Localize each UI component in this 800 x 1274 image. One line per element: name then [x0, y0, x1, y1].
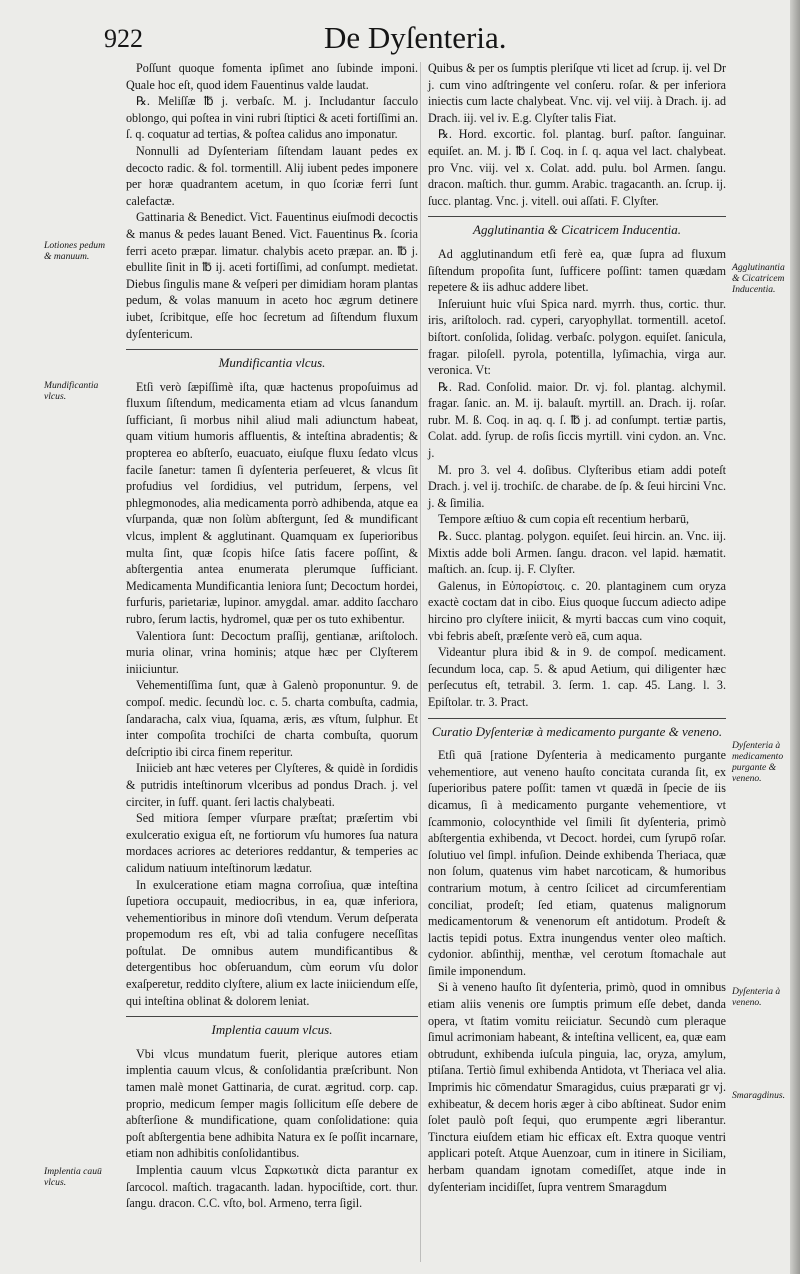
margin-note-lotiones: Lotiones pedum & manuum.: [44, 240, 106, 262]
paragraph: Videantur plura ibid & in 9. de compoſ. medicament. ſecundum loca, cap. 5. & apud Aetium, qui diligenter hæc perſecutus eſt, tetrabil. 3. ſerm. 1. cap. 45. Lang. l. 3. Epiſtolar. tr. 3. Pract.: [428, 645, 726, 709]
page-number: 922: [104, 24, 143, 53]
paragraph: Etſi verò ſæpiſſimè iſta, quæ hactenus propoſuimus ad fluxum ſiſtendum, medicamenta etiam ad vlcus ſanandum ſufficiant, ſi morbus nihil aliud mali adiunctum habeat, quam vitium humoris affluentis, & inteſtina abradentis; & propterea eo abſterſo, euacuato, eiuſque fluxu ſedato vlcus facile ſanetur: tamen ſi dyſenteria perſeueret, & vlcus ſit profudius vel ſordidius, vel putridum, ſerpens, vel phlegmonodes, alia medicamenta porrò adhibenda, atque ea vſurpanda, quæ non ſolùm abſtergunt, ſed & mundificant vlcus, implent & agglutinant. Quamquam ex ſuperioribus multa ſint, quæ ſcopis hiſce ſatis facere poſſint, & abſtergentia antea enumerata plerumque ſufficiant. Medicamenta Mundificantia leniora ſunt; Decoctum hordei, furfuris, parietariæ, lupinor. amygdal. amar. addito ſaccharo rubro, ſerum lactis, hydromel, quæ per os tuto exhibentur.: [126, 379, 418, 626]
paragraph: Vehementiſſima ſunt, quæ à Galenò proponuntur. 9. de compoſ. medic. ſecundù loc. c. 5. charta combuſta, cadmia, ſandaracha, calx viua, ſquama, æris, æs vſtum, ſulphur. Et inter compoſita trochiſci de charta combuſta, quorum deſcriptio ibi circa finem reperitur.: [126, 678, 418, 759]
paragraph: Nonnulli ad Dyſenteriam ſiſtendam lauant pedes ex decocto radic. & fol. tormentill. Alij iubent pedes imponere per horæ quadrantem acetum, in quo ſcoriæ ferri ſunt calefactæ.: [126, 143, 418, 208]
paragraph: ℞. Hord. excortic. fol. plantag. burſ. paſtor. ſanguinar. equiſet. an. M. j. ℔ ſ. Coq. in ſ. q. aqua vel lact. chalybeat. pro Vnc. viij. vel x. Colat. add. pulu. bol Armen. ſangu. dracon. maſtich. thur. gumm. Arabic. tragacanth. an. ſcrup. ij. ſucc. plantag. Vnc. j. vitell. oui aſſati. F. Clyſter.: [428, 127, 726, 208]
paragraph: Galenus, in Εὐπορίστοις. c. 20. plantaginem cum oryza exactè coctam dat in cibo. Eius quoque ſuccum adiecto adipe hircino pro clyſtere iniicit, & myrti baccas cum vino coquit, vbi febris abeſt, præſente verò eā, cum aqua.: [428, 578, 726, 643]
section-heading: Agglutinantia & Cicatricem Inducentia.: [428, 216, 726, 239]
paragraph: Iniicieb ant hæc veteres per Clyſteres, & quidè in ſordidis & putridis inteſtinorum vlceribus ad pondus Drach. j. vel circiter, in ſuff. quant. ſeri lactis chalybeati.: [126, 761, 418, 809]
column-divider: [420, 62, 421, 1262]
paragraph: Gattinaria & Benedict. Vict. Fauentinus eiuſmodi decoctis & manus & pedes lauant Bened. Vict. Fauentinus ℞. ſcoria ferri aceto præpar. limatur. chalybis aceto præpar. an. ℔ j. ebullite ſinit in ℔ ij. aceti fortiſſimi, ad conſumpt. medietat. Diebus ſingulis mane & veſperi per dimidiam horam plantas pedum, & volas manuum in aceto hoc ægrum detinere iubet, ſcribitque, eſſe hoc ſecretum ad ſiſtendum fluxum dyſentericum.: [126, 210, 418, 341]
margin-note-dysenteria-veneno: Dyſenteria à veneno.: [732, 986, 781, 1008]
section-heading: Implentia cauum vlcus.: [126, 1016, 418, 1039]
paragraph: Ad agglutinandum etſi ferè ea, quæ ſupra ad fluxum ſiſtendum propoſita ſunt, ſufficere poſſint: tamen quædam repetere & iis adhuc addere libet.: [428, 246, 726, 295]
margin-note-dysenteria-purgante: Dyſenteria à medicamento purgante & veneno.: [732, 740, 784, 784]
section-heading: Curatio Dyſenteriæ à medicamento purgante & veneno.: [428, 718, 726, 741]
paragraph: Valentiora ſunt: Decoctum praſſij, gentianæ, ariſtoloch. muria olinar, vrina hominis; atque hæc per Clyſterem iniiciuntur.: [126, 628, 418, 676]
margin-note-mundificantia: Mundificantia vlcus.: [44, 380, 99, 402]
page-header: [96, 20, 736, 56]
paragraph: Inſeruiunt huic vſui Spica nard. myrrh. thus, cortic. thur. iris, ariſtoloch. rad. cyperi, caryophyllat. tormentill. acetoſ. biſtort. conſolida, ſolidag. verbaſc. polygon. equiſet. ſanicula, fragar. piloſell. pyrola, potentilla, lyſimachia, virga aur. veronica. Vt:: [428, 296, 726, 378]
paragraph: Tempore æſtiuo & cum copia eſt recentium herbarū,: [438, 512, 690, 527]
paragraph: Implentia cauum vlcus Σαρκωτικὰ dicta parantur ex ſarcocol. maſtich. tragacanth. ladan. hypociſtide, cort. thur. ſangu. dracon. C.C. vſto, bol. Armeno, terra ſigil.: [126, 1163, 418, 1211]
paragraph: In exulceratione etiam magna corroſiua, quæ inteſtina ſupetiora occupauit, mediocribus, in ea, quæ inferiora, vehementioribus in minore doſi vtendum. Verum deſperata propemodum res eſt, vbi ad talia confugere neceſſitas poſtulat. De omnibus autem mundificantibus & detergentibus hoc obſeruandum, cùm eorum vſu dolor exaſperetur, reddito clyſtere, alium ex lacte iniiciendum eſſe, qui inteſtina oblinat & dolorem leniat.: [126, 877, 418, 1008]
paragraph: Poſſunt quoque fomenta ipſimet ano ſubinde imponi. Quale hoc eſt, quod idem Fauentinus valde laudat.: [126, 61, 418, 92]
paragraph: Sed mitiora ſemper vſurpare præſtat; præſertim vbi exulceratio exigua eſt, ne fortiorum vſu humores ſua natura mordaces acriores ac deteriores reddantur, & temperies ac calidum natiuum inteſtinorum lædatur.: [126, 811, 418, 875]
margin-note-smaragdinus: Smaragdinus.: [732, 1090, 786, 1101]
right-column: [428, 60, 726, 1195]
section-heading: Mundificantia vlcus.: [126, 349, 418, 372]
margin-note-agglutinantia: Agglutinantia & Cicatricem Inducentia.: [732, 262, 785, 295]
left-column: [126, 60, 418, 1212]
paragraph: ℞. Succ. plantag. polygon. equiſet. ſeui hircin. an. Vnc. iij. Mixtis adde boli Armen. ſangu. dracon. vel lapid. hæmatit. maſtich. an. ſcup. ij. F. Clyſter.: [428, 529, 726, 577]
paragraph: ℞. Rad. Conſolid. maior. Dr. vj. fol. plantag. alchymil. fragar. ſanic. an. M. ij. balauſt. myrtill. an. Drach. ij. roſar. rubr. M. ß. Coq. in aq. q. ſ. ℔ j. ad conſumpt. tertiæ partis, Colat. add. ſyrup. de roſis ſiccis myrtill. vini cydon. an. Vnc. j.: [428, 379, 726, 461]
margin-note-implentia: Implentia cauū vlcus.: [44, 1166, 102, 1188]
paragraph: Vbi vlcus mundatum fuerit, plerique autores etiam implentia cauum vlcus, & conſolidantia præſcribunt. Non tamen malè monet Gattinaria, de curat. ægritud. corp. cap. proprio, medicum ſemper magis ſollicitum eſſe debere de abſterſione & mundificatione, quam conſolidatione: quia poſt abſtergentia bene adhibita Natura ex ſe poſſit incarnare, etiam non adhibitis conſolidantibus.: [126, 1046, 418, 1161]
running-title: De Dyſenteria.: [324, 20, 507, 55]
paragraph: Quibus & per os ſumptis pleriſque vti licet ad ſcrup. ij. vel Dr j. cum vino adſtringente vel conſeru. roſar. & per inferiora iniectis cum lacte chalybeat. Vnc. vij. vel viij. à Drach. ij. ad Drach. iij. vel iv. E.g. Clyſter talis Fiat.: [428, 61, 726, 125]
paragraph: Etſi quā [ratione Dyſenteria à medicamento purgante vehementiore, aut veneno hauſto concitata curanda ſit, ex ſuperioribus patere poſſit: tamen vt quædā in ſpecie de iis dicamus, ſi à medicamento purgante vehementiore, vt ſcammonio, colocynthide vel ſimili ſit dyſenteria, primò abſtergentia exhibenda, vt Decoct. hordei, cum ſyrupō roſar. ſolutiuo vel ſimpl. infuſion. Deinde exhibenda Theriaca, quæ non ſolum, quatenus vim habet narcoticam, & humoribus contrarium motum, à centro ſcilicet ad circumferentiam conciliat, prodeſt; ſed etiam, quatenus malignorum medicamentorum & venenorum eſt antidotum. Prodeſt & lactis tepidi potus. Extra inungendus venter oleo maſtich. cydonior. abſinthij, menthæ, vel cerotum ſtomachale aut ſimile imponendum.: [428, 748, 726, 978]
paragraph: ℞. Meliſſæ ℔ j. verbaſc. M. j. Includantur ſacculo oblongo, qui poſtea in vini rubri ſtiptici & aceti fortiſſimi an. ſ. q. coquatur ad tertias, & poſtea calidus ano imponatur.: [126, 94, 418, 142]
paragraph: Si à veneno hauſto ſit dyſenteria, primò, quod in omnibus etiam aliis venenis ore ſumptis primum eſſe debet, danda opera, vt ſtatim vomitu reiiciatur. Secundò cum pleraque ſimul acrimoniam habeant, & inteſtina vellicent, ea, quæ eam obtrudunt, exhibenda iuſcula pinguia, lac, oryza, amylum, ptiſana. Tertiò ſimul exhibenda Antidota, vt Theriaca vel alia. Imprimis hic cōmendatur Smaragidus, cuius præparati gr vj. exhibeatur, & decem horis æger à cibo abſtineat. Sudor enim ſolet paulò poſt ſequi, quo erumpente ægri liberantur. Tinctura eiuſdem etiam hic efficax eſt. Extra quoque ventri applicari poteſt. Atque Auenzoar, cum in itinere in Siciliam, herbam quandam ignotam comediſſet, atque inde in dyſenteriam incidiſſet, ſupra ventrem Smaragdum: [428, 980, 726, 1194]
paragraph: M. pro 3. vel 4. doſibus. Clyſteribus etiam addi poteſt Drach. j. vel ij. trochiſc. de charabe. de ſp. & ſeui hircini Vnc. j. & ſimilia.: [428, 462, 726, 510]
page-edge-shadow: [790, 0, 800, 1274]
